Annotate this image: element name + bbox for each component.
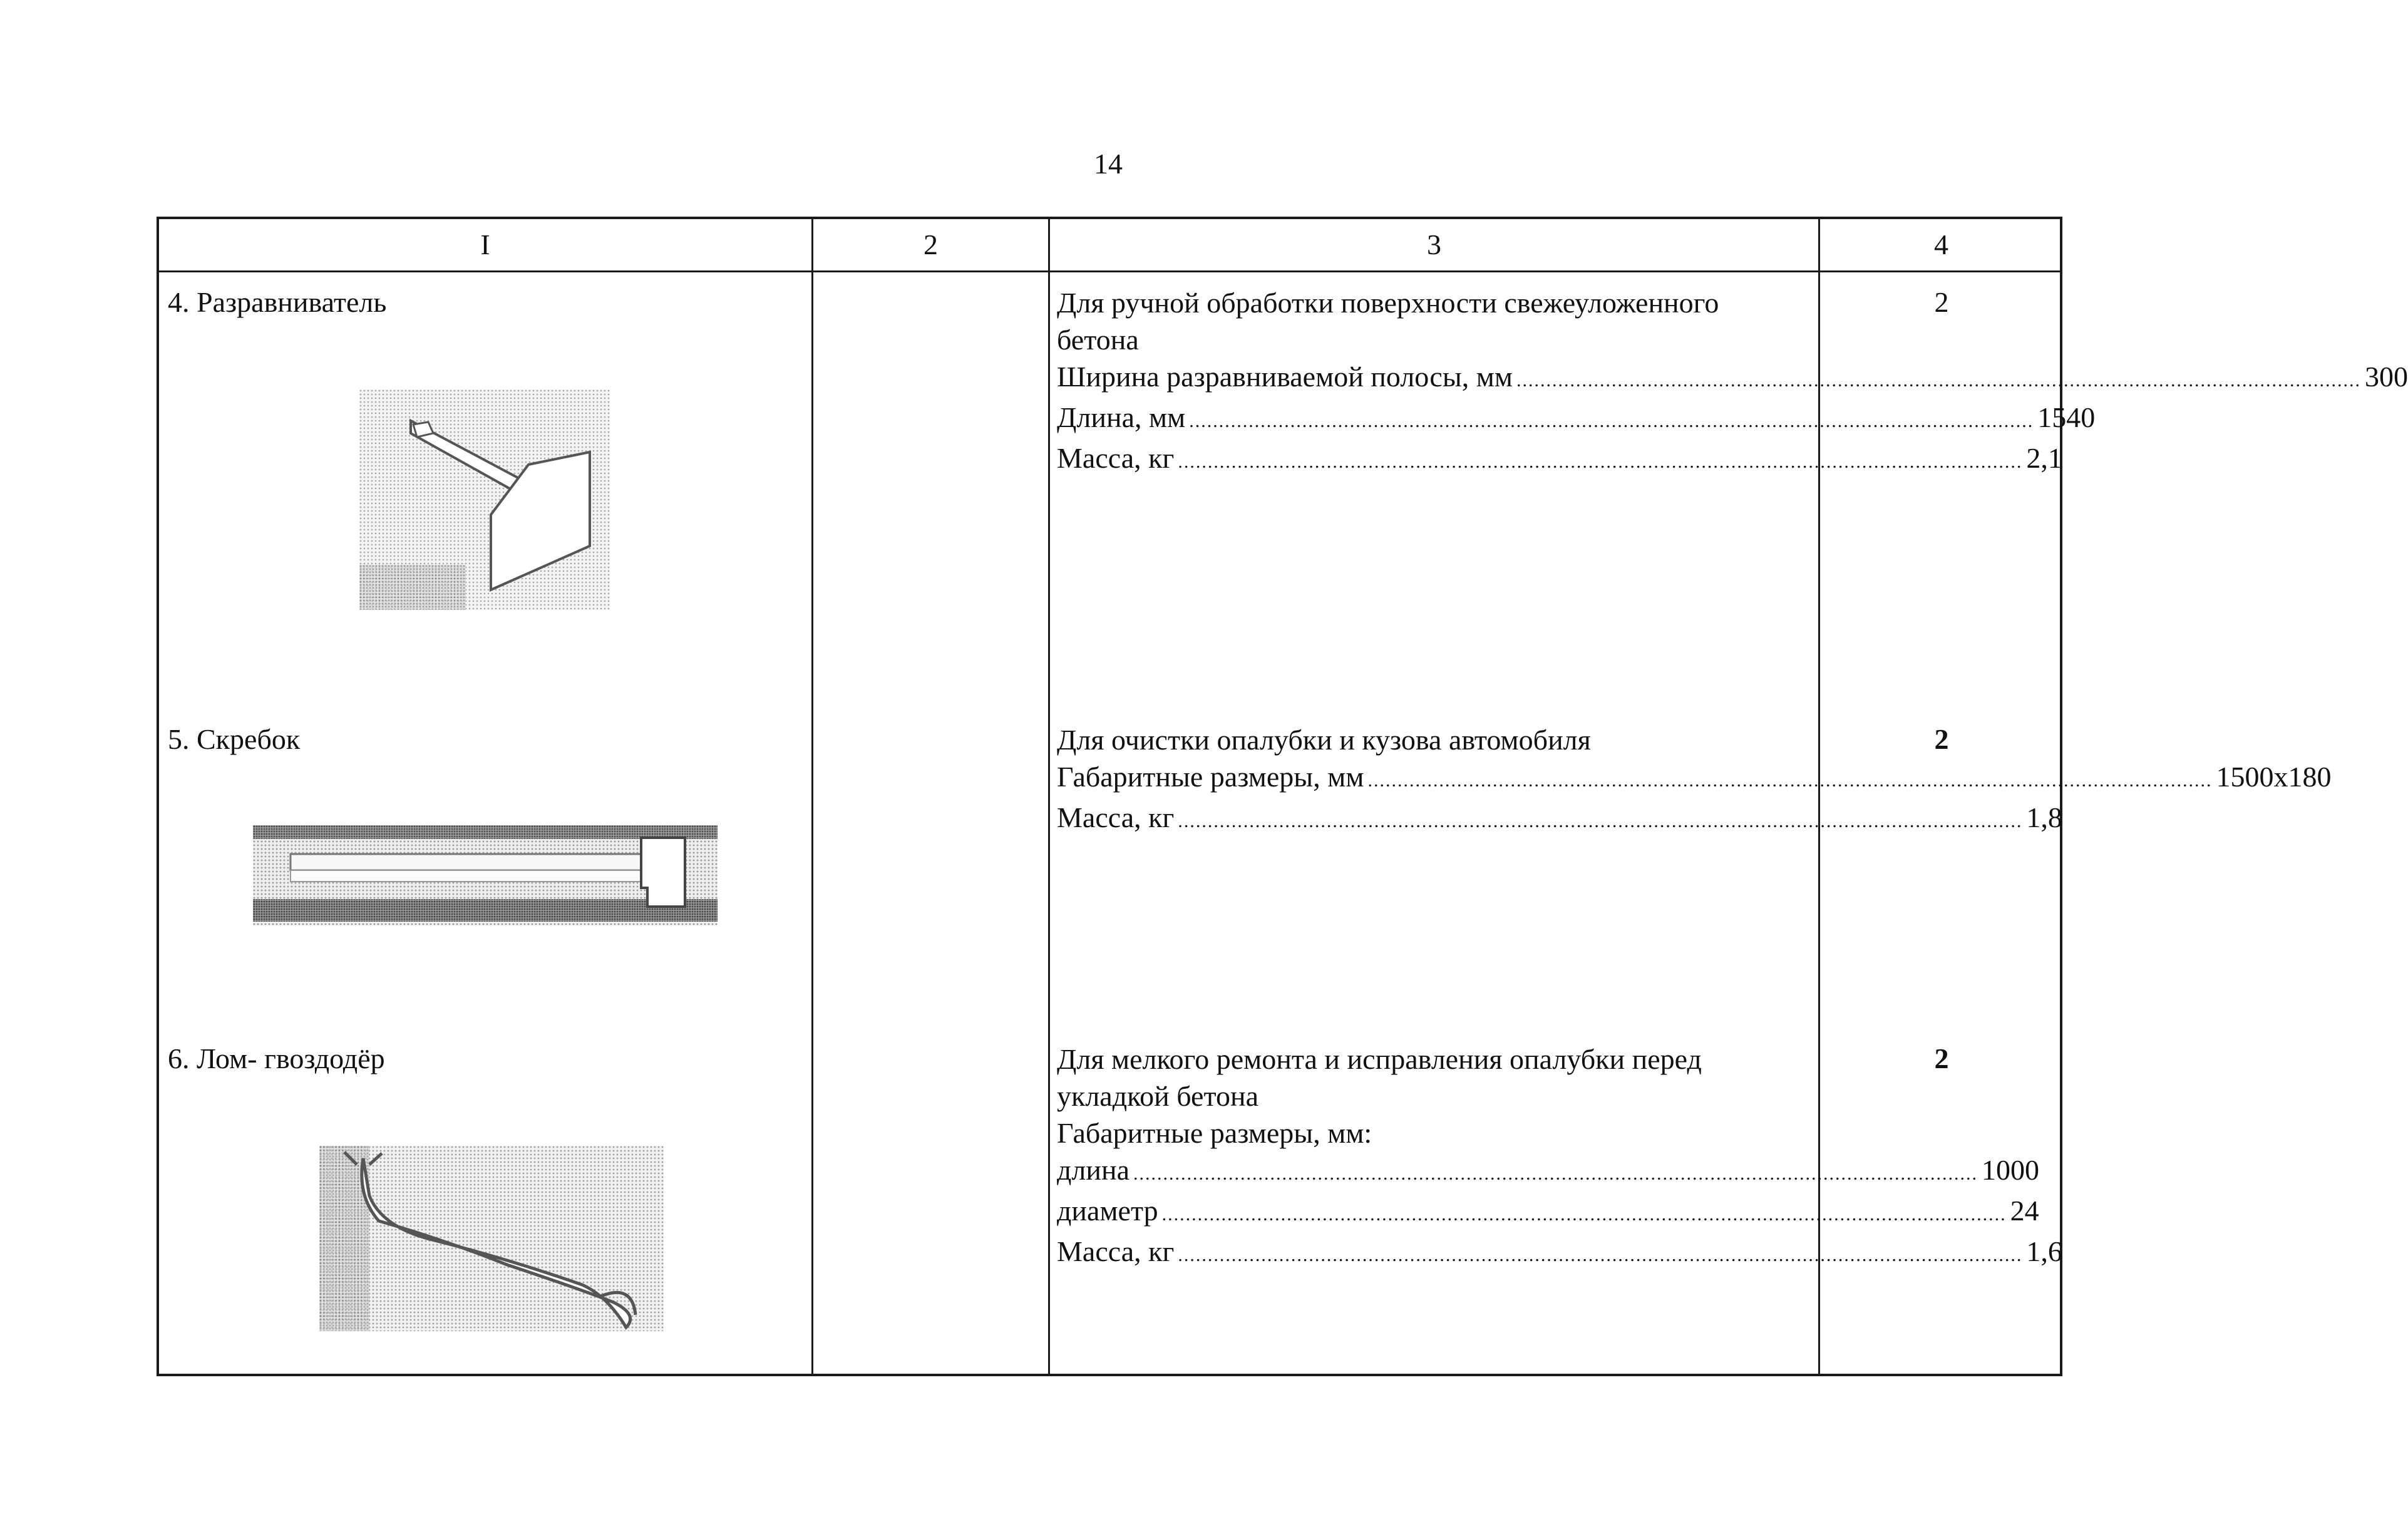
float-trowel-icon (359, 389, 610, 610)
item-quantity: 2 (1934, 1042, 1949, 1074)
purpose-line: Габаритные размеры, мм: (1057, 1117, 1372, 1149)
spec-label: Масса, кг (1057, 442, 1175, 474)
item-quantity: 2 (1934, 723, 1949, 755)
item-description (1057, 1041, 2062, 1274)
purpose-line: укладкой бетона (1057, 1080, 1258, 1112)
spec-value: 2,1 (2026, 442, 2062, 474)
column-header-1: I (480, 229, 490, 260)
leader-dots: .............................................................................................................................................. (1178, 451, 2023, 472)
purpose-line: бетона (1057, 324, 1139, 356)
column-header-3: 3 (1427, 229, 1441, 260)
spec-line (1057, 1151, 2040, 1192)
page-number: 14 (1094, 148, 1123, 180)
spec-label: Масса, кг (1057, 1235, 1175, 1267)
spec-line (1057, 1192, 2039, 1233)
spec-line (1057, 758, 2332, 799)
spec-value: 1000 (1982, 1154, 2040, 1186)
spec-line (1057, 799, 2062, 840)
spec-value: 24 (2010, 1195, 2039, 1227)
spec-line (1057, 399, 2096, 440)
spec-label: Длина, мм (1057, 401, 1186, 433)
leader-dots: .............................................................................................................................................. (1189, 411, 2034, 431)
column-header-2: 2 (924, 229, 938, 260)
spec-line (1057, 1233, 2062, 1274)
item-quantity: 2 (1934, 286, 1949, 318)
header-divider (159, 270, 2060, 272)
item-name: 6. Лом- гвоздодёр (168, 1042, 385, 1074)
leader-dots: .............................................................................................................................................. (1161, 1204, 2007, 1225)
spec-label: Ширина разравниваемой полосы, мм (1057, 361, 1513, 393)
spec-value: 300 (2364, 361, 2408, 393)
purpose-line: Для мелкого ремонта и исправления опалубки перед (1057, 1043, 1702, 1075)
spec-value: 1540 (2037, 401, 2096, 433)
nail-puller-crowbar-icon (319, 1146, 664, 1331)
spec-label: Масса, кг (1057, 801, 1175, 833)
item-description (1057, 284, 2408, 480)
spec-value: 1,6 (2026, 1235, 2062, 1267)
spec-line (1057, 440, 2062, 480)
purpose-line: Для очистки опалубки и кузова автомобиля (1057, 724, 1591, 756)
column-divider (811, 219, 813, 1374)
leader-dots: .............................................................................................................................................. (1367, 770, 2213, 791)
equipment-table (157, 217, 2408, 1376)
spec-value: 1500x180 (2216, 761, 2332, 793)
item-name: 4. Разравниватель (168, 286, 387, 318)
spec-value: 1,8 (2026, 801, 2062, 833)
item-description (1057, 721, 2332, 840)
column-divider (1048, 219, 1050, 1374)
leader-dots: .............................................................................................................................................. (1178, 1245, 2023, 1265)
column-header-4: 4 (1934, 229, 1948, 260)
leader-dots: .............................................................................................................................................. (1516, 370, 2361, 391)
scraper-icon (253, 825, 718, 925)
leader-dots: .............................................................................................................................................. (1133, 1163, 1978, 1184)
item-name: 5. Скребок (168, 723, 301, 755)
spec-line (1057, 358, 2408, 399)
spec-label: Габаритные размеры, мм (1057, 761, 1364, 793)
leader-dots: .............................................................................................................................................. (1178, 811, 2023, 831)
spec-label: диаметр (1057, 1195, 1158, 1227)
purpose-line: Для ручной обработки поверхности свежеуложенного (1057, 287, 1719, 319)
spec-label: длина (1057, 1154, 1130, 1186)
